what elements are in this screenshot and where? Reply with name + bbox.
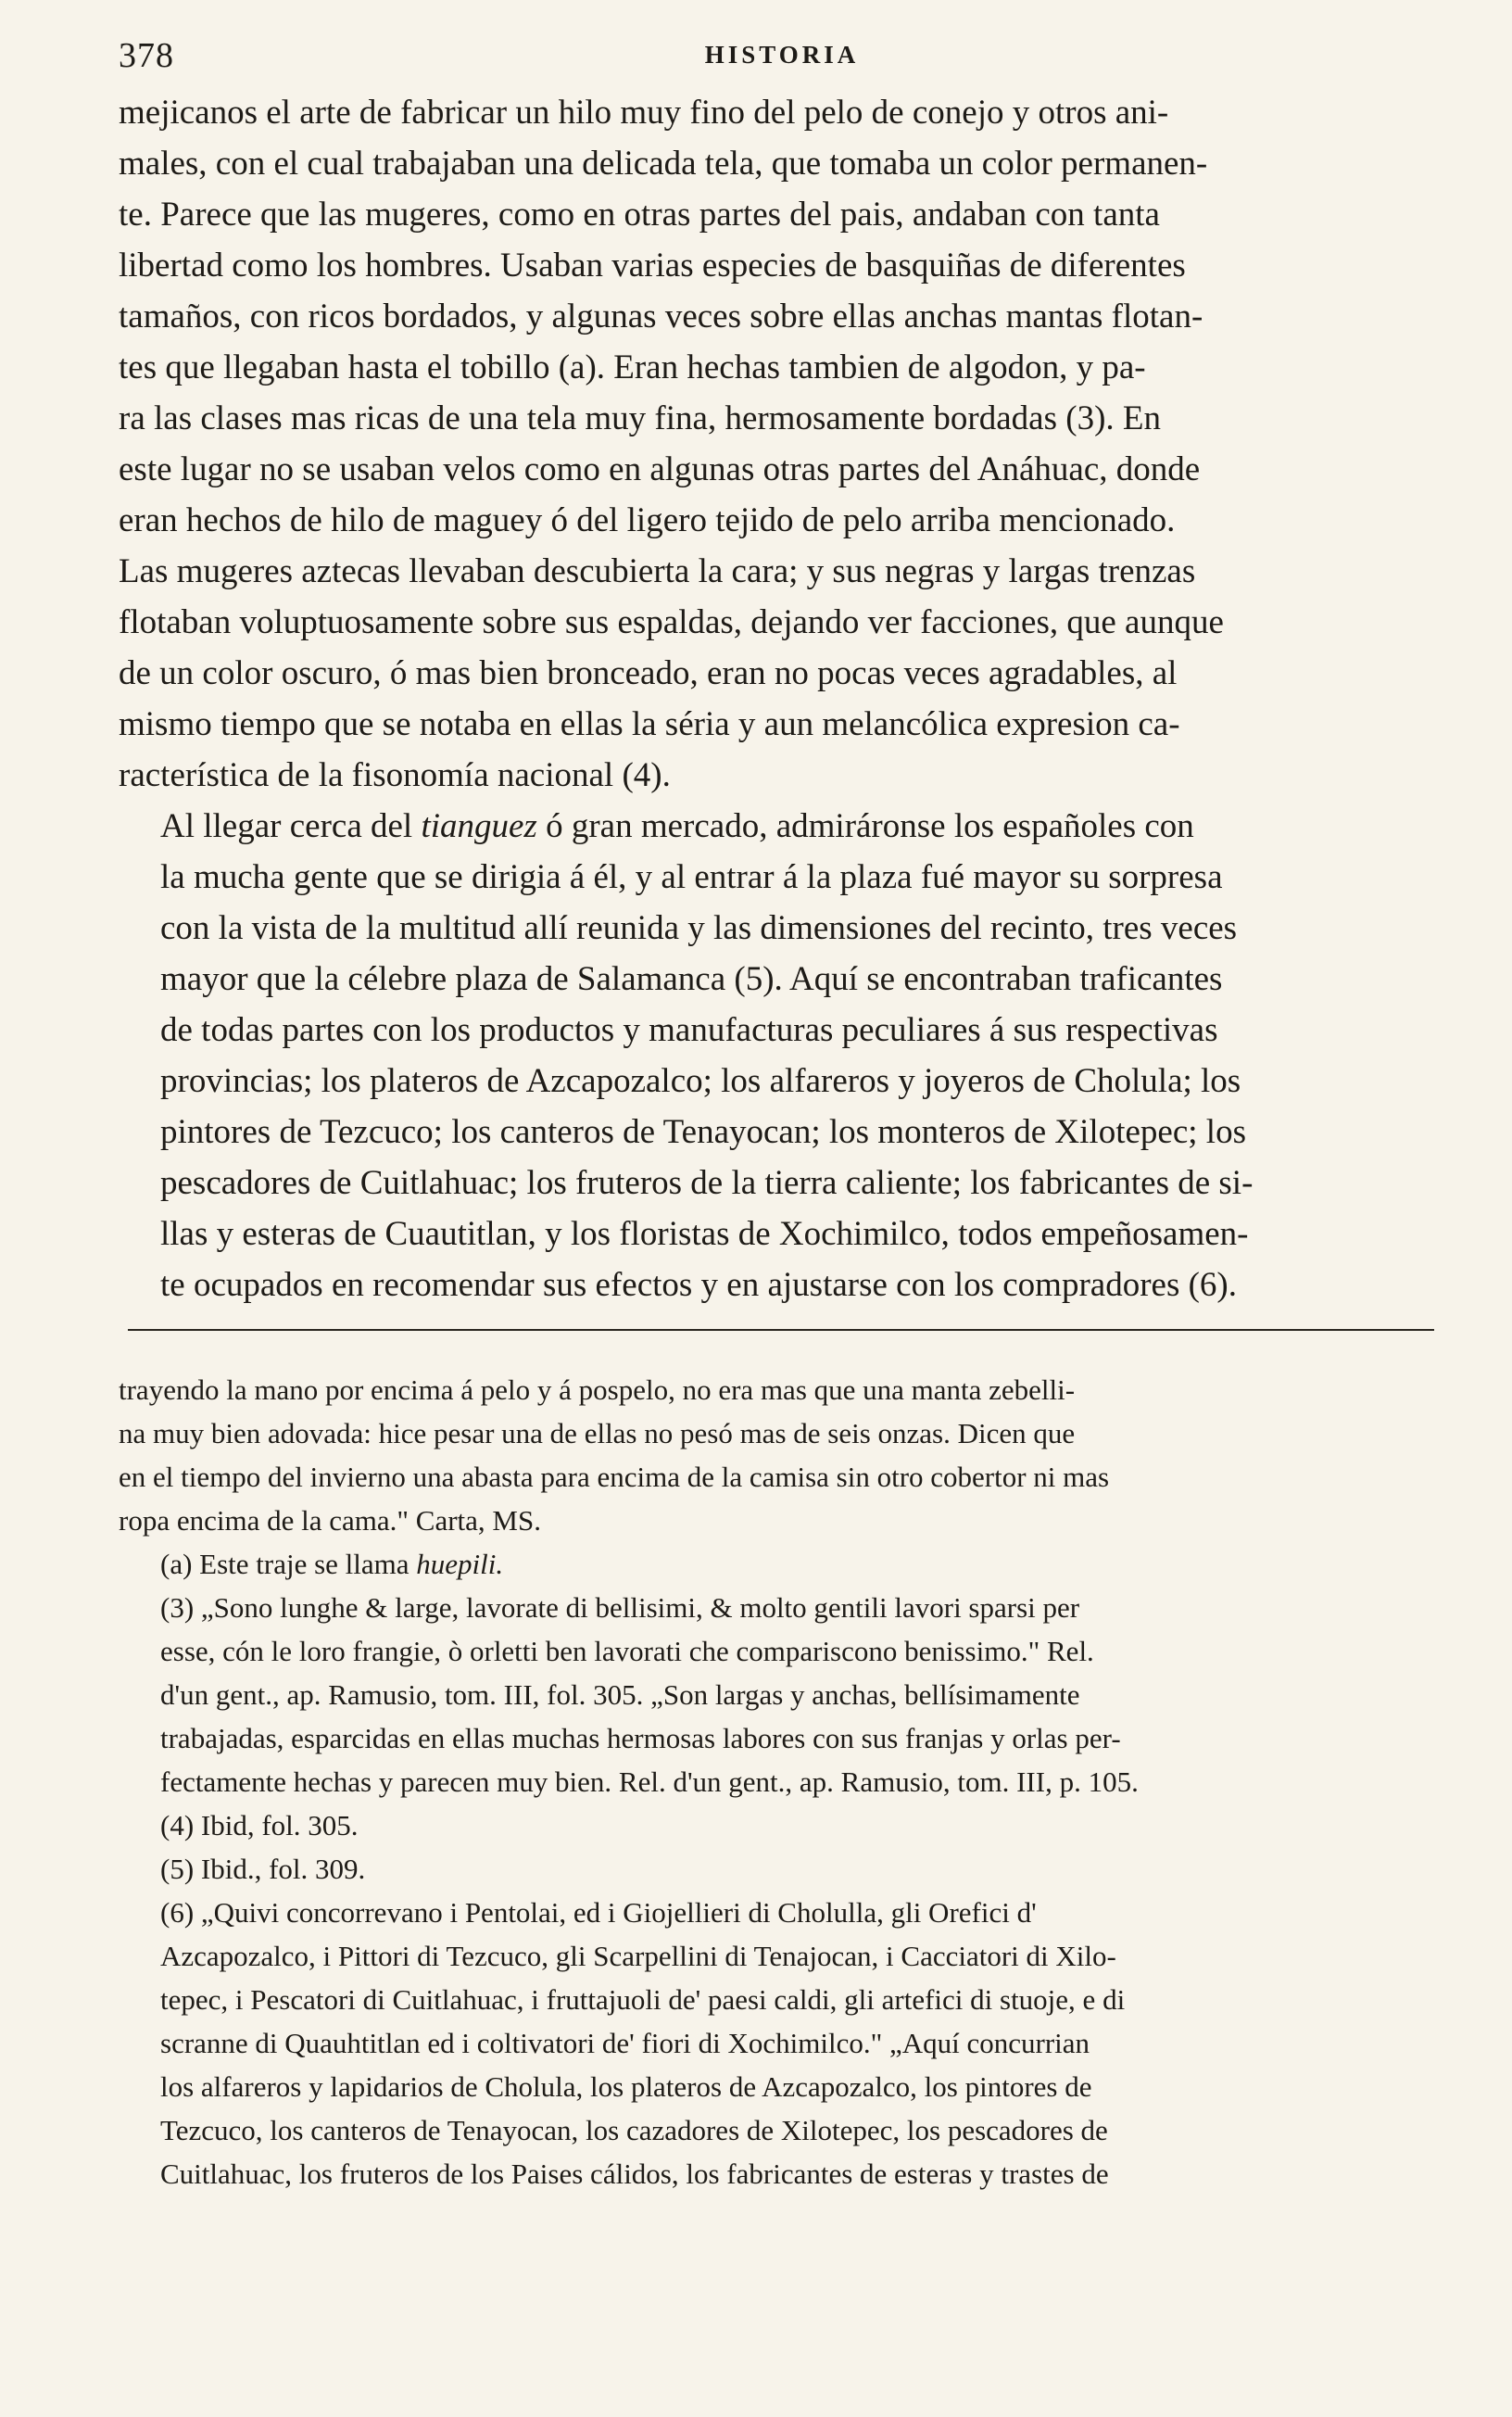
page-number: 378 <box>119 36 174 75</box>
footnote-continuation <box>119 1368 1445 1542</box>
text-line: mismo tiempo que se notaba en ellas la séria y aun melancólica expresion ca- <box>119 705 1180 743</box>
text-line: tes que llegaban hasta el tobillo (a). Eran hechas tambien de algodon, y pa- <box>119 348 1146 386</box>
footnote-4: (4) Ibid, fol. 305. <box>160 1809 359 1841</box>
italic-term: tianguez <box>421 807 537 845</box>
footnote-a-term: huepili. <box>416 1548 504 1580</box>
text-line: racterística de la fisonomía nacional (4). <box>119 756 671 794</box>
footnote-line: na muy bien adovada: hice pesar una de ellas no pesó mas de seis onzas. Dicen que <box>119 1417 1076 1449</box>
footnote-line: Cuitlahuac, los fruteros de los Paises cálidos, los fabricantes de esteras y trastes de <box>160 2158 1109 2190</box>
text-line: llas y esteras de Cuautitlan, y los floristas de Xochimilco, todos empeñosamen- <box>160 1215 1249 1253</box>
text-line: la mucha gente que se dirigia á él, y al entrar á la plaza fué mayor su sorpresa <box>160 858 1223 896</box>
footnote-5: (5) Ibid., fol. 309. <box>160 1853 366 1885</box>
text-line: con la vista de la multitud allí reunida y las dimensiones del recinto, tres veces <box>160 909 1238 947</box>
footnote-line: d'un gent., ap. Ramusio, tom. III, fol. 305. „Son largas y anchas, bellísimamente <box>160 1678 1080 1711</box>
footnote-line: scranne di Quauhtitlan ed i coltivatori de' fiori di Xochimilco." „Aquí concurrian <box>160 2027 1090 2059</box>
text-line: ra las clases mas ricas de una tela muy fina, hermosamente bordadas (3). En <box>119 399 1161 437</box>
text-line: de un color oscuro, ó mas bien bronceado, eran no pocas veces agradables, al <box>119 654 1178 692</box>
footnote-divider <box>128 1329 1434 1331</box>
footnote-3 <box>119 1586 1445 1803</box>
text-line: te ocupados en recomendar sus efectos y en ajustarse con los compradores (6). <box>160 1266 1237 1304</box>
text-line: tamaños, con ricos bordados, y algunas veces sobre ellas anchas mantas flotan- <box>119 297 1203 335</box>
text-line: mejicanos el arte de fabricar un hilo muy fino del pelo de conejo y otros ani- <box>119 94 1169 132</box>
text-line: mayor que la célebre plaza de Salamanca (5). Aquí se encontraban traficantes <box>160 960 1223 998</box>
footnote-line: los alfareros y lapidarios de Cholula, los plateros de Azcapozalco, los pintores de <box>160 2070 1092 2103</box>
text-line: pescadores de Cuitlahuac; los fruteros de la tierra caliente; los fabricantes de si- <box>160 1164 1254 1202</box>
footnotes <box>119 1368 1445 2196</box>
text-line: eran hechos de hilo de maguey ó del ligero tejido de pelo arriba mencionado. <box>119 501 1176 539</box>
footnote-6 <box>119 1891 1445 2196</box>
footnote-line: esse, cón le loro frangie, ò orletti ben lavorati che compariscono benissimo." Rel. <box>160 1635 1094 1667</box>
footnote-a <box>119 1542 1445 1586</box>
footnote-line: tepec, i Pescatori di Cuitlahuac, i fruttajuoli de' paesi caldi, gli artefici di stuoje, e di <box>160 1983 1126 2016</box>
footnote-line: (6) „Quivi concorrevano i Pentolai, ed i Giojellieri di Cholulla, gli Orefici d' <box>160 1896 1037 1929</box>
running-head <box>119 32 1445 78</box>
text-fragment: Al llegar cerca del <box>160 807 413 845</box>
text-line: flotaban voluptuosamente sobre sus espaldas, dejando ver facciones, que aunque <box>119 603 1224 641</box>
paragraph-2 <box>119 801 1445 1310</box>
text-line: de todas partes con los productos y manufacturas peculiares á sus respectivas <box>160 1011 1218 1049</box>
footnote-line: Azcapozalco, i Pittori di Tezcuco, gli Scarpellini di Tenajocan, i Cacciatori di Xilo- <box>160 1940 1116 1972</box>
main-text <box>119 87 1445 1310</box>
running-title: HISTORIA <box>704 41 860 69</box>
footnote-line: Tezcuco, los canteros de Tenayocan, los cazadores de Xilotepec, los pescadores de <box>160 2114 1108 2146</box>
text-line: Las mugeres aztecas llevaban descubierta la cara; y sus negras y largas trenzas <box>119 552 1196 590</box>
paragraph-1 <box>119 87 1445 801</box>
footnote-line: trabajadas, esparcidas en ellas muchas hermosas labores con sus franjas y orlas per- <box>160 1722 1121 1754</box>
footnote-line: fectamente hechas y parecen muy bien. Rel. d'un gent., ap. Ramusio, tom. III, p. 105. <box>160 1765 1139 1798</box>
text-line: pintores de Tezcuco; los canteros de Tenayocan; los monteros de Xilotepec; los <box>160 1113 1246 1151</box>
text-line: libertad como los hombres. Usaban varias especies de basquiñas de diferentes <box>119 247 1186 285</box>
text-line: este lugar no se usaban velos como en algunas otras partes del Anáhuac, donde <box>119 450 1201 488</box>
footnote-line: en el tiempo del invierno una abasta para encima de la camisa sin otro cobertor ni mas <box>119 1461 1110 1493</box>
text-fragment: ó gran mercado, admiráronse los españoles con <box>546 807 1194 845</box>
text-line: males, con el cual trabajaban una delicada tela, que tomaba un color permanen- <box>119 145 1208 183</box>
footnote-line: trayendo la mano por encima á pelo y á pospelo, no era mas que una manta zebelli- <box>119 1373 1076 1406</box>
footnote-a-text: (a) Este traje se llama <box>160 1548 410 1580</box>
footnote-line: ropa encima de la cama." Carta, MS. <box>119 1504 541 1537</box>
text-line: te. Parece que las mugeres, como en otras partes del pais, andaban con tanta <box>119 196 1160 234</box>
footnote-line: (3) „Sono lunghe & large, lavorate di bellisimi, & molto gentili lavori sparsi per <box>160 1591 1080 1624</box>
text-line: provincias; los plateros de Azcapozalco; los alfareros y joyeros de Cholula; los <box>160 1062 1241 1100</box>
